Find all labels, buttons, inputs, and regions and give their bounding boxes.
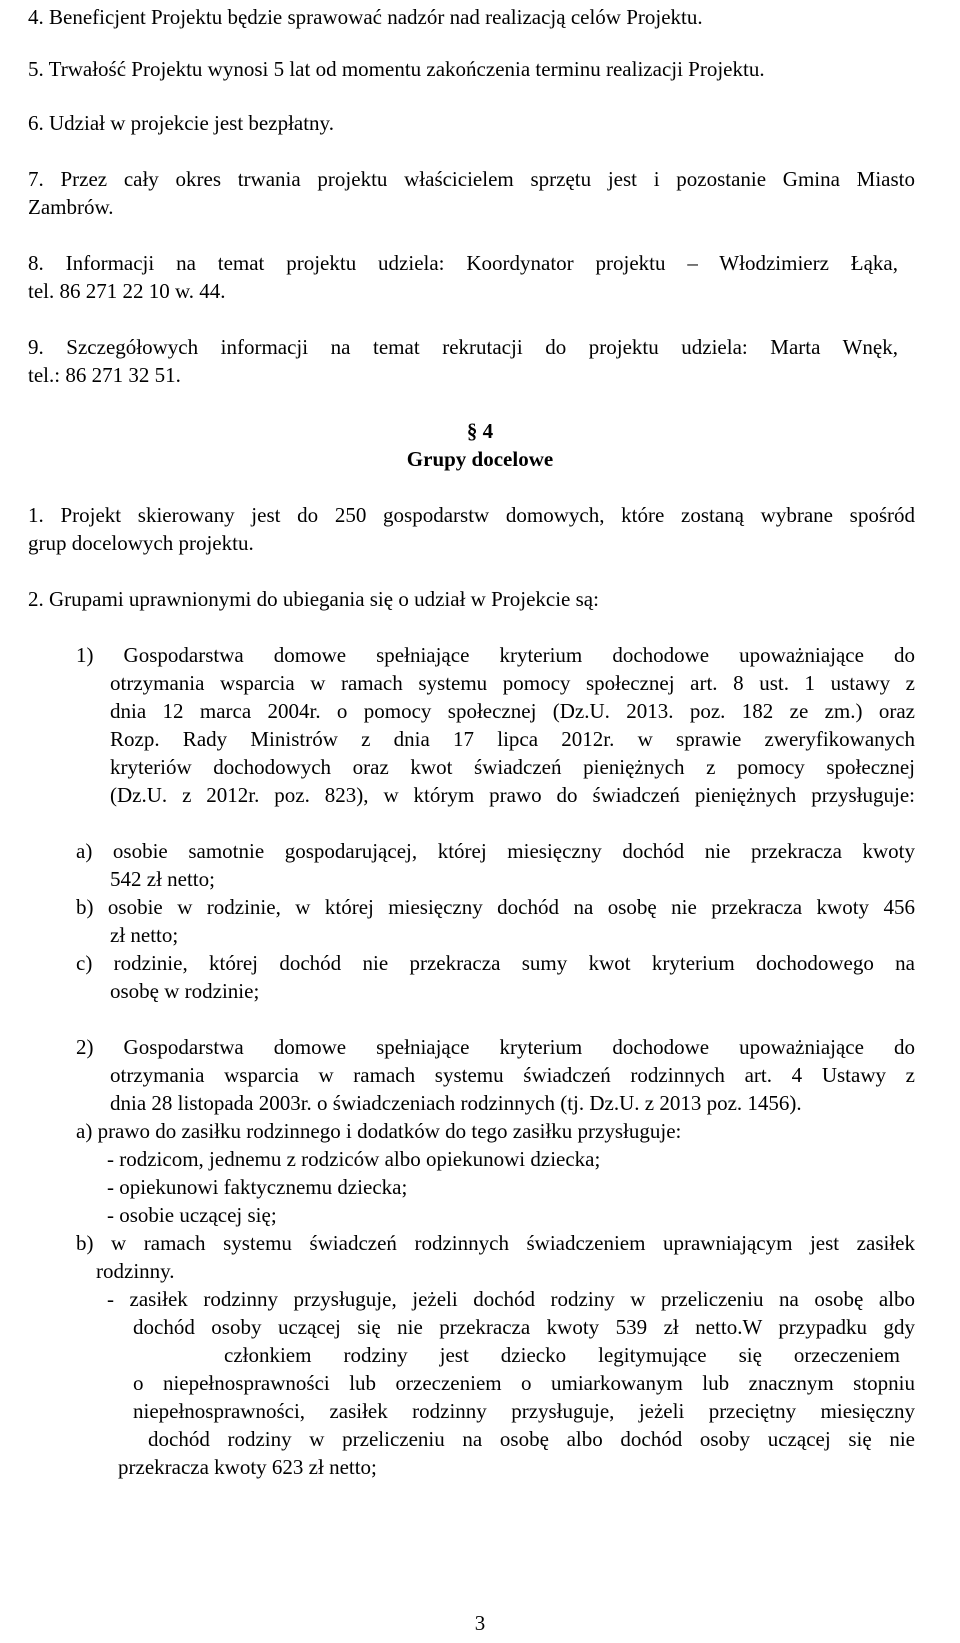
criterion-c-line-1: c) rodzinie, której dochód nie przekracza sumy kwot kryterium dochodowego na [76,951,915,975]
page-number: 3 [474,1611,486,1635]
criterion-a-line-2: 542 zł netto; [110,867,215,891]
allowance-line-5: niepełnosprawności, zasiłek rodzinny przysługuje, jeżeli przeciętny miesięczny [133,1399,915,1423]
family-a-dash-2: - opiekunowi faktycznemu dziecka; [107,1175,408,1199]
paragraph-5-line: 5. Trwałość Projektu wynosi 5 lat od momentu zakończenia terminu realizacji Projektu. [28,57,765,81]
section-number: § 4 [466,419,494,443]
criterion-b-line-2: zł netto; [110,923,179,947]
paragraph-9-line-2: tel.: 86 271 32 51. [28,363,181,387]
group-1-line-4: Rozp. Rady Ministrów z dnia 17 lipca 2012r. w sprawie zweryfikowanych [110,727,915,751]
section4-paragraph-1-line-2: grup docelowych projektu. [28,531,254,555]
paragraph-8-line-2: tel. 86 271 22 10 w. 44. [28,279,226,303]
family-b-line-1: b) w ramach systemu świadczeń rodzinnych świadczeniem uprawniającym jest zasiłek [76,1231,915,1255]
group-1-line-3: dnia 12 marca 2004r. o pomocy społecznej (Dz.U. 2013. poz. 182 ze zm.) oraz [110,699,915,723]
section-title: Grupy docelowe [406,447,554,471]
group-1-line-5: kryteriów dochodowych oraz kwot świadczeń pieniężnych z pomocy społecznej [110,755,915,779]
allowance-line-7: przekracza kwoty 623 zł netto; [118,1455,377,1479]
criterion-a-line-1: a) osobie samotnie gospodarującej, której miesięczny dochód nie przekracza kwoty [76,839,915,863]
paragraph-8-line-1: 8. Informacji na temat projektu udziela: Koordynator projektu – Włodzimierz Łąka, [28,251,898,275]
family-a-dash-3: - osobie uczącej się; [107,1203,277,1227]
criterion-c-line-2: osobę w rodzinie; [110,979,260,1003]
group-1-line-6: (Dz.U. z 2012r. poz. 823), w którym prawo do świadczeń pieniężnych przysługuje: [110,783,915,807]
group-2-line-1: 2) Gospodarstwa domowe spełniające kryterium dochodowe upoważniające do [76,1035,915,1059]
family-a-line: a) prawo do zasiłku rodzinnego i dodatków do tego zasiłku przysługuje: [76,1119,682,1143]
allowance-line-3: członkiem rodziny jest dziecko legitymujące się orzeczeniem [224,1343,900,1367]
group-1-line-2: otrzymania wsparcia w ramach systemu pomocy społecznej art. 8 ust. 1 ustawy z [110,671,915,695]
paragraph-7-line-2: Zambrów. [28,195,114,219]
paragraph-9-line-1: 9. Szczegółowych informacji na temat rekrutacji do projektu udziela: Marta Wnęk, [28,335,898,359]
group-1-line-1: 1) Gospodarstwa domowe spełniające kryterium dochodowe upoważniające do [76,643,915,667]
group-2-line-2: otrzymania wsparcia w ramach systemu świadczeń rodzinnych art. 4 Ustawy z [110,1063,915,1087]
allowance-line-1: - zasiłek rodzinny przysługuje, jeżeli dochód rodziny w przeliczeniu na osobę albo [107,1287,915,1311]
criterion-b-line-1: b) osobie w rodzinie, w której miesięczny dochód na osobę nie przekracza kwoty 456 [76,895,915,919]
group-2-line-3: dnia 28 listopada 2003r. o świadczeniach rodzinnych (tj. Dz.U. z 2013 poz. 1456). [110,1091,802,1115]
section4-paragraph-1-line-1: 1. Projekt skierowany jest do 250 gospodarstw domowych, które zostaną wybrane spośród [28,503,915,527]
allowance-line-4: o niepełnosprawności lub orzeczeniem o umiarkowanym lub znacznym stopniu [133,1371,915,1395]
section4-paragraph-2: 2. Grupami uprawnionymi do ubiegania się o udział w Projekcie są: [28,587,599,611]
allowance-line-2: dochód osoby uczącej się nie przekracza kwoty 539 zł netto.W przypadku gdy [133,1315,915,1339]
paragraph-7-line-1: 7. Przez cały okres trwania projektu właścicielem sprzętu jest i pozostanie Gmina Miasto [28,167,915,191]
paragraph-6-line: 6. Udział w projekcie jest bezpłatny. [28,111,334,135]
family-a-dash-1: - rodzicom, jednemu z rodziców albo opiekunowi dziecka; [107,1147,601,1171]
allowance-line-6: dochód rodziny w przeliczeniu na osobę albo dochód osoby uczącej się nie [148,1427,915,1451]
paragraph-4-line: 4. Beneficjent Projektu będzie sprawować nadzór nad realizacją celów Projektu. [28,5,703,29]
family-b-line-2: rodzinny. [96,1259,175,1283]
